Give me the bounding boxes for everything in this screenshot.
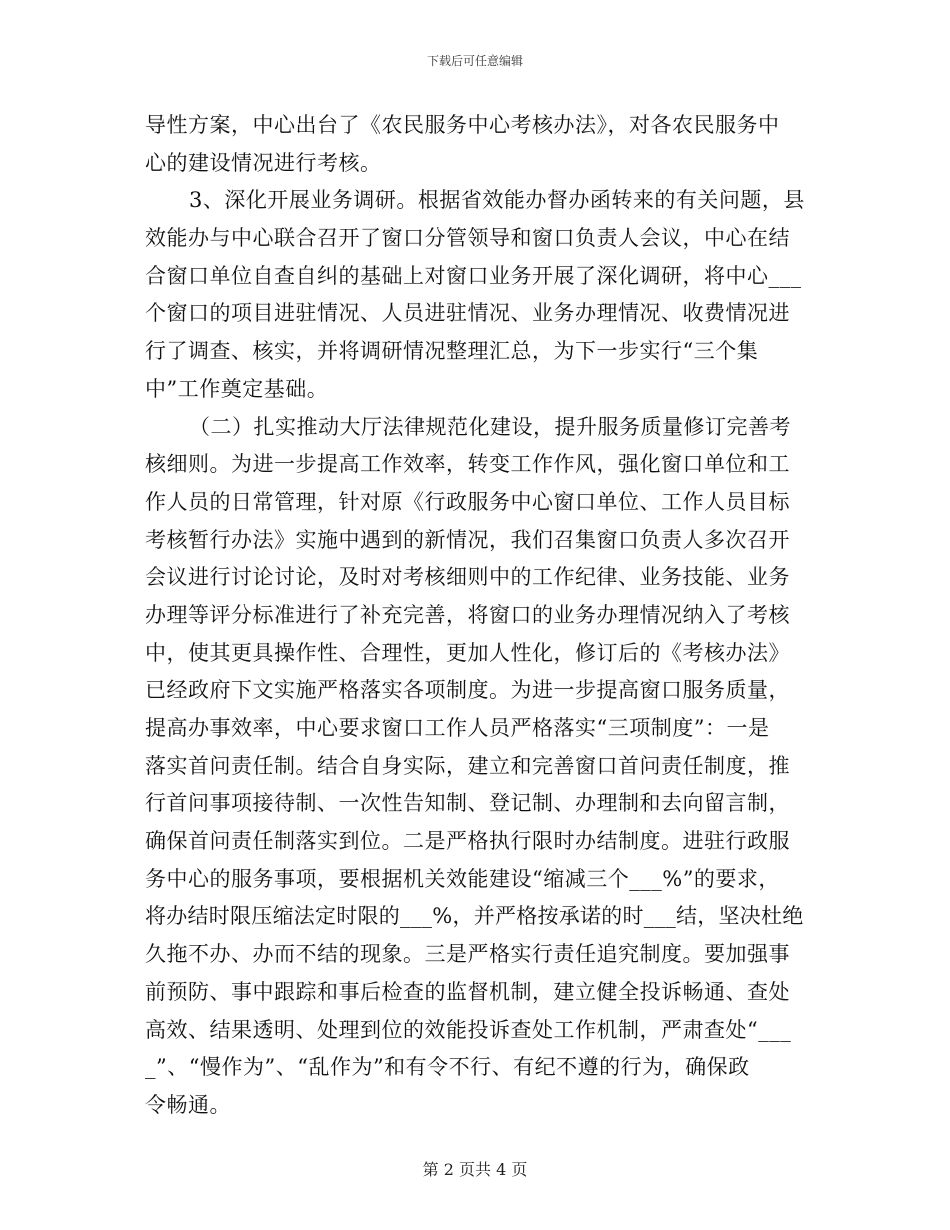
text-line: 确保首问责任制落实到位。二是严格执行限时办结制度。进驻行政服 bbox=[145, 829, 790, 854]
text-line: 中”工作奠定基础。 bbox=[145, 376, 329, 401]
text-line: _”、“慢作为”、“乱作为”和有令不行、有纪不遵的行为，确保政 bbox=[145, 1055, 750, 1080]
text-line: 考核暂行办法》实施中遇到的新情况，我们召集窗口负责人多次召开 bbox=[145, 527, 790, 552]
text-line: 效能办与中心联合召开了窗口分管领导和窗口负责人会议，中心在结 bbox=[145, 226, 790, 251]
text-line: 落实首问责任制。结合自身实际，建立和完善窗口首问责任制度，推 bbox=[145, 753, 790, 778]
text-line: 办理等评分标准进行了补充完善，将窗口的业务办理情况纳入了考核 bbox=[145, 602, 790, 627]
text-line: 行首问事项接待制、一次性告知制、登记制、办理制和去向留言制， bbox=[145, 791, 790, 816]
text-line: 令畅通。 bbox=[145, 1092, 231, 1117]
text-line: 前预防、事中跟踪和事后检查的监督机制，建立健全投诉畅通、查处 bbox=[145, 979, 790, 1004]
text-line: 会议进行讨论讨论，及时对考核细则中的工作纪律、业务技能、业务 bbox=[145, 565, 790, 590]
page-header: 下载后可任意编辑 bbox=[426, 54, 523, 68]
text-line: 久拖不办、办而不结的现象。三是严格实行责任追究制度。要加强事 bbox=[145, 942, 790, 967]
text-line: 导性方案，中心出台了《农民服务中心考核办法》，对各农民服务中 bbox=[145, 113, 780, 137]
text-line: 行了调查、核实，并将调研情况整理汇总，为下一步实行“三个集 bbox=[145, 339, 759, 364]
text-line: 作人员的日常管理，针对原《行政服务中心窗口单位、工作人员目标 bbox=[145, 489, 790, 514]
text-line: 心的建设情况进行考核。 bbox=[145, 150, 382, 175]
text-line: （二）扎实推动大厅法律规范化建设，提升服务质量修订完善考 bbox=[189, 414, 791, 439]
text-line: 3、深化开展业务调研。根据省效能办督办函转来的有关问题，县 bbox=[189, 188, 805, 213]
text-line: 个窗口的项目进驻情况、人员进驻情况、业务办理情况、收费情况进 bbox=[145, 301, 790, 326]
text-line: 合窗口单位自查自纠的基础上对窗口业务开展了深化调研，将中心___ bbox=[145, 263, 802, 288]
document-body bbox=[145, 107, 811, 1125]
text-line: 提高办事效率，中心要求窗口工作人员严格落实“三项制度”：一是 bbox=[145, 716, 770, 740]
text-line: 已经政府下文实施严格落实各项制度。为进一步提高窗口服务质量， bbox=[145, 678, 790, 703]
text-line: 将办结时限压缩法定时限的___%，并严格按承诺的时___结，坚决杜绝 bbox=[145, 904, 804, 929]
page-footer: 第 2 页共 4 页 bbox=[422, 1160, 528, 1179]
text-line: 务中心的服务事项，要根据机关效能建设“缩减三个___%”的要求， bbox=[145, 866, 780, 891]
text-line: 中，使其更具操作性、合理性，更加人性化，修订后的《考核办法》 bbox=[145, 640, 790, 665]
text-line: 核细则。为进一步提高工作效率，转变工作作风，强化窗口单位和工 bbox=[145, 452, 790, 477]
text-line: 高效、结果透明、处理到位的效能投诉查处工作机制，严肃查处“___ bbox=[145, 1017, 792, 1042]
